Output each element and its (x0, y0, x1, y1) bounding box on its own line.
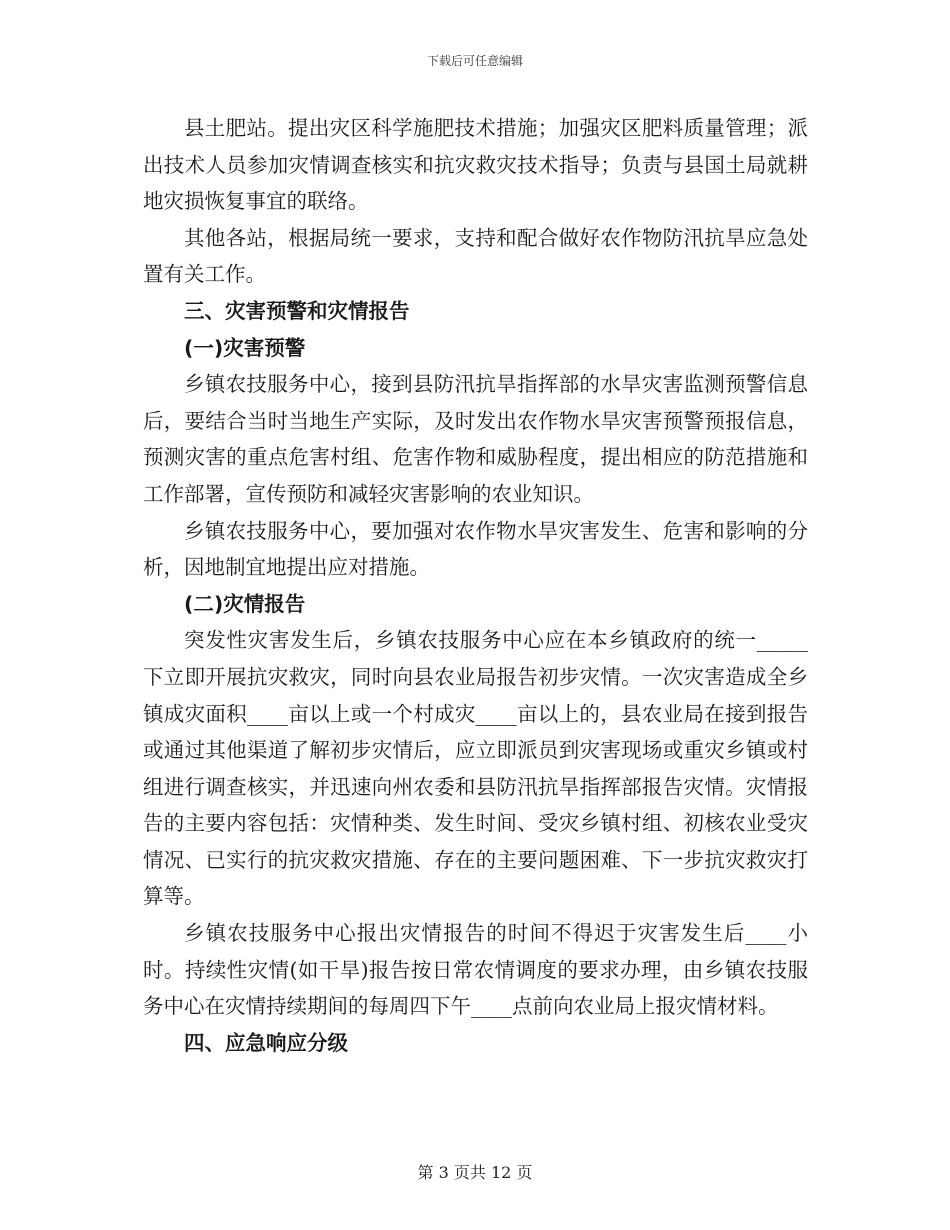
paragraph-warning-info: 乡镇农技服务中心，接到县防汛抗旱指挥部的水旱灾害监测预警信息后，要结合当时当地生产实际，及时发出农作物水旱灾害预警预报信息，预测灾害的重点危害村组、危害作物和威胁程度，提出相应的防范措施和工作部署，宣传预防和减轻灾害影响的农业知识。 (143, 372, 808, 506)
paragraph-report-deadline: 乡镇农技服务中心报出灾情报告的时间不得迟于灾害发生后____小时。持续性灾情(如干旱)报告按日常农情调度的要求办理，由乡镇农技服务中心在灾情持续期间的每周四下午____点前向农业局上报灾情材料。 (143, 921, 808, 1019)
paragraph-sudden-disaster-report: 突发性灾害发生后，乡镇农技服务中心应在本乡镇政府的统一_____下立即开展抗灾救灾，同时向县农业局报告初步灾情。一次灾害造成全乡镇成灾面积____亩以上或一个村成灾____亩以上的，县农业局在接到报告或通过其他渠道了解初步灾情后，应立即派员到灾害现场或重灾乡镇或村组进行调查核实，并迅速向州农委和县防汛抗旱指挥部报告灾情。灾情报告的主要内容包括：灾情种类、发生时间、受灾乡镇村组、初核农业受灾情况、已实行的抗灾救灾措施、存在的主要问题困难、下一步抗灾救灾打算等。 (143, 628, 808, 909)
page-header: 下载后可任意编辑 (426, 54, 523, 68)
paragraph-other-stations: 其他各站，根据局统一要求，支持和配合做好农作物防汛抗旱应急处置有关工作。 (143, 225, 808, 287)
section-heading-4: 四、应急响应分级 (184, 1030, 348, 1055)
subheading-disaster-report: (二)灾情报告 (184, 591, 306, 616)
paragraph-warning-analysis: 乡镇农技服务中心，要加强对农作物水旱灾害发生、危害和影响的分析，因地制宜地提出应对措施。 (143, 518, 808, 580)
page-footer: 第 3 页共 12 页 (417, 1163, 533, 1182)
paragraph-soil-fertilizer-station: 县土肥站。提出灾区科学施肥技术措施；加强灾区肥料质量管理；派出技术人员参加灾情调查核实和抗灾救灾技术指导；负责与县国土局就耕地灾损恢复事宜的联络。 (143, 116, 808, 214)
document-body (143, 110, 808, 1061)
subheading-disaster-warning: (一)灾害预警 (184, 335, 306, 360)
section-heading-3: 三、灾害预警和灾情报告 (184, 298, 410, 323)
